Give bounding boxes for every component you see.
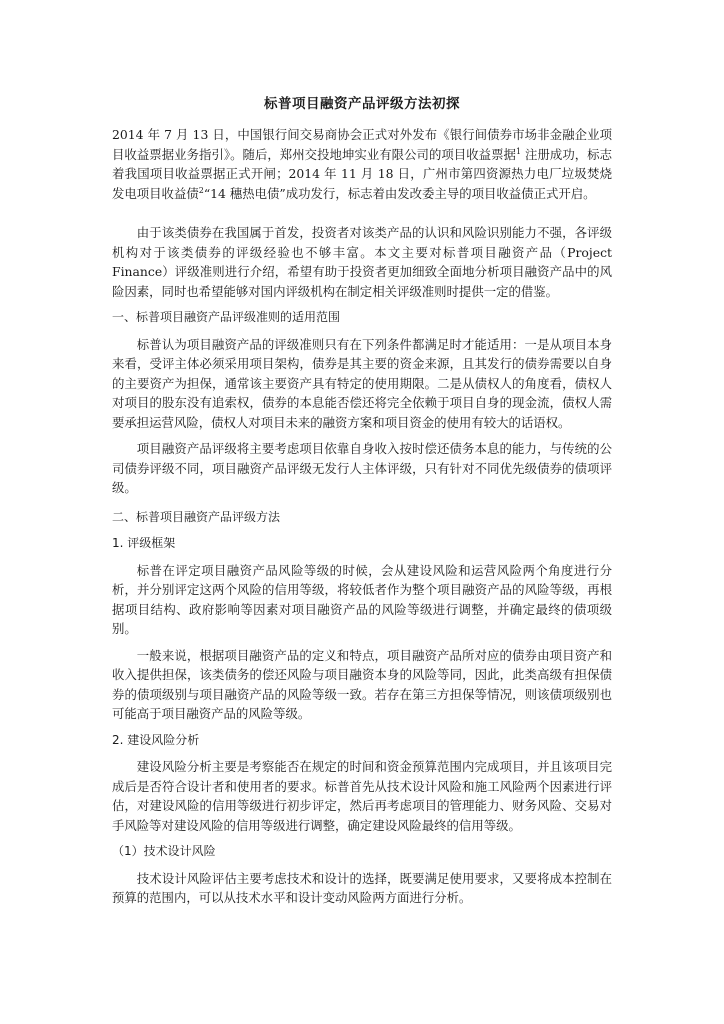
intro-paragraph-2: 由于该类债券在我国属于首发，投资者对该类产品的认识和风险识别能力不强，各评级机构对于该类债券的评级经验也不够丰富。本文主要对标普项目融资产品（Project Finance）评级准则进行介绍，希望有助于投资者更加细致全面地分析项目融资产品中的风险因素，同时也希望能够对国内评级机构在制定相关评级准则时提供一定的借鉴。: [112, 225, 612, 299]
section-1-heading: 一、标普项目融资产品评级准则的适用范围: [112, 310, 341, 324]
intro-text-3: “14 穗热电债”成功发行，标志着由发改委主导的项目收益债正式开启。: [203, 185, 596, 201]
technical-design-risk-heading: （1）技术设计风险: [112, 844, 216, 858]
footnote-marker-2: 2: [198, 185, 204, 195]
technical-design-risk-paragraph: 技术设计风险评估主要考虑技术和设计的选择，既要满足使用要求，又要将成本控制在预算的范围内，可以从技术水平和设计变动风险两方面进行分析。: [112, 870, 612, 905]
section-1-paragraph-1: 标普认为项目融资产品的评级准则只有在下列条件都满足时才能适用：一是从项目本身来看，受评主体必须采用项目架构，债券是其主要的资金来源，且其发行的债券需要以自身的主要资产为担保，通常该主要资产具有特定的使用期限。二是从债权人的角度看，债权人对项目的股东没有追索权，债券的本息能否偿还将完全依赖于项目自身的现金流，债权人需要承担运营风险，债权人对项目未来的融资方案和项目资金的使用有较大的话语权。: [112, 336, 612, 430]
intro-text-2: 注册成功，标志着我国项目收益票据正式开闸；2014 年 11 月 18 日，广州市第四资源热力电厂垃圾焚烧发电项目收益债: [112, 146, 612, 201]
intro-paragraph-1: [112, 125, 612, 203]
footnote-marker-1: 1: [515, 146, 522, 156]
subsection-1-heading: 1. 评级框架: [112, 536, 176, 550]
subsection-1-paragraph-1: 标普在评定项目融资产品风险等级的时候，会从建设风险和运营风险两个角度进行分析，并分别评定这两个风险的信用等级，将较低者作为整个项目融资产品的风险等级，再根据项目结构、政府影响等因素对项目融资产品的风险等级进行调整，并确定最终的债项级别。: [112, 562, 612, 636]
subsection-1-paragraph-2: 一般来说，根据项目融资产品的定义和特点，项目融资产品所对应的债券由项目资产和收入提供担保，该类债务的偿还风险与项目融资本身的风险等同，因此，此类高级有担保债券的债项级别与项目融资产品的风险等级一致。若存在第三方担保等情况，则该债项级别也可能高于项目融资产品的风险等级。: [112, 647, 612, 721]
subsection-2-paragraph-1: 建设风险分析主要是考察能否在规定的时间和资金预算范围内完成项目，并且该项目完成后是否符合设计者和使用者的要求。标普首先从技术设计风险和施工风险两个因素进行评估，对建设风险的信用等级进行初步评定，然后再考虑项目的管理能力、财务风险、交易对手风险等对建设风险的信用等级进行调整，确定建设风险最终的信用等级。: [112, 759, 612, 833]
subsection-2-heading: 2. 建设风险分析: [112, 732, 200, 747]
section-2-heading: 二、标普项目融资产品评级方法: [112, 509, 281, 524]
document-title: 标普项目融资产品评级方法初探: [264, 96, 460, 112]
intro-text-1: 2014 年 7 月 13 日，中国银行间交易商协会正式对外发布《银行间债券市场非金融企业项目收益票据业务指引》。随后，郑州交投地坤实业有限公司的项目收益票据: [112, 127, 612, 162]
document-body: [112, 125, 612, 908]
section-1-paragraph-2: 项目融资产品评级将主要考虑项目依靠自身收入按时偿还债务本息的能力，与传统的公司债券评级不同，项目融资产品评级无发行人主体评级，只有针对不同优先级债券的债项评级。: [112, 441, 612, 495]
